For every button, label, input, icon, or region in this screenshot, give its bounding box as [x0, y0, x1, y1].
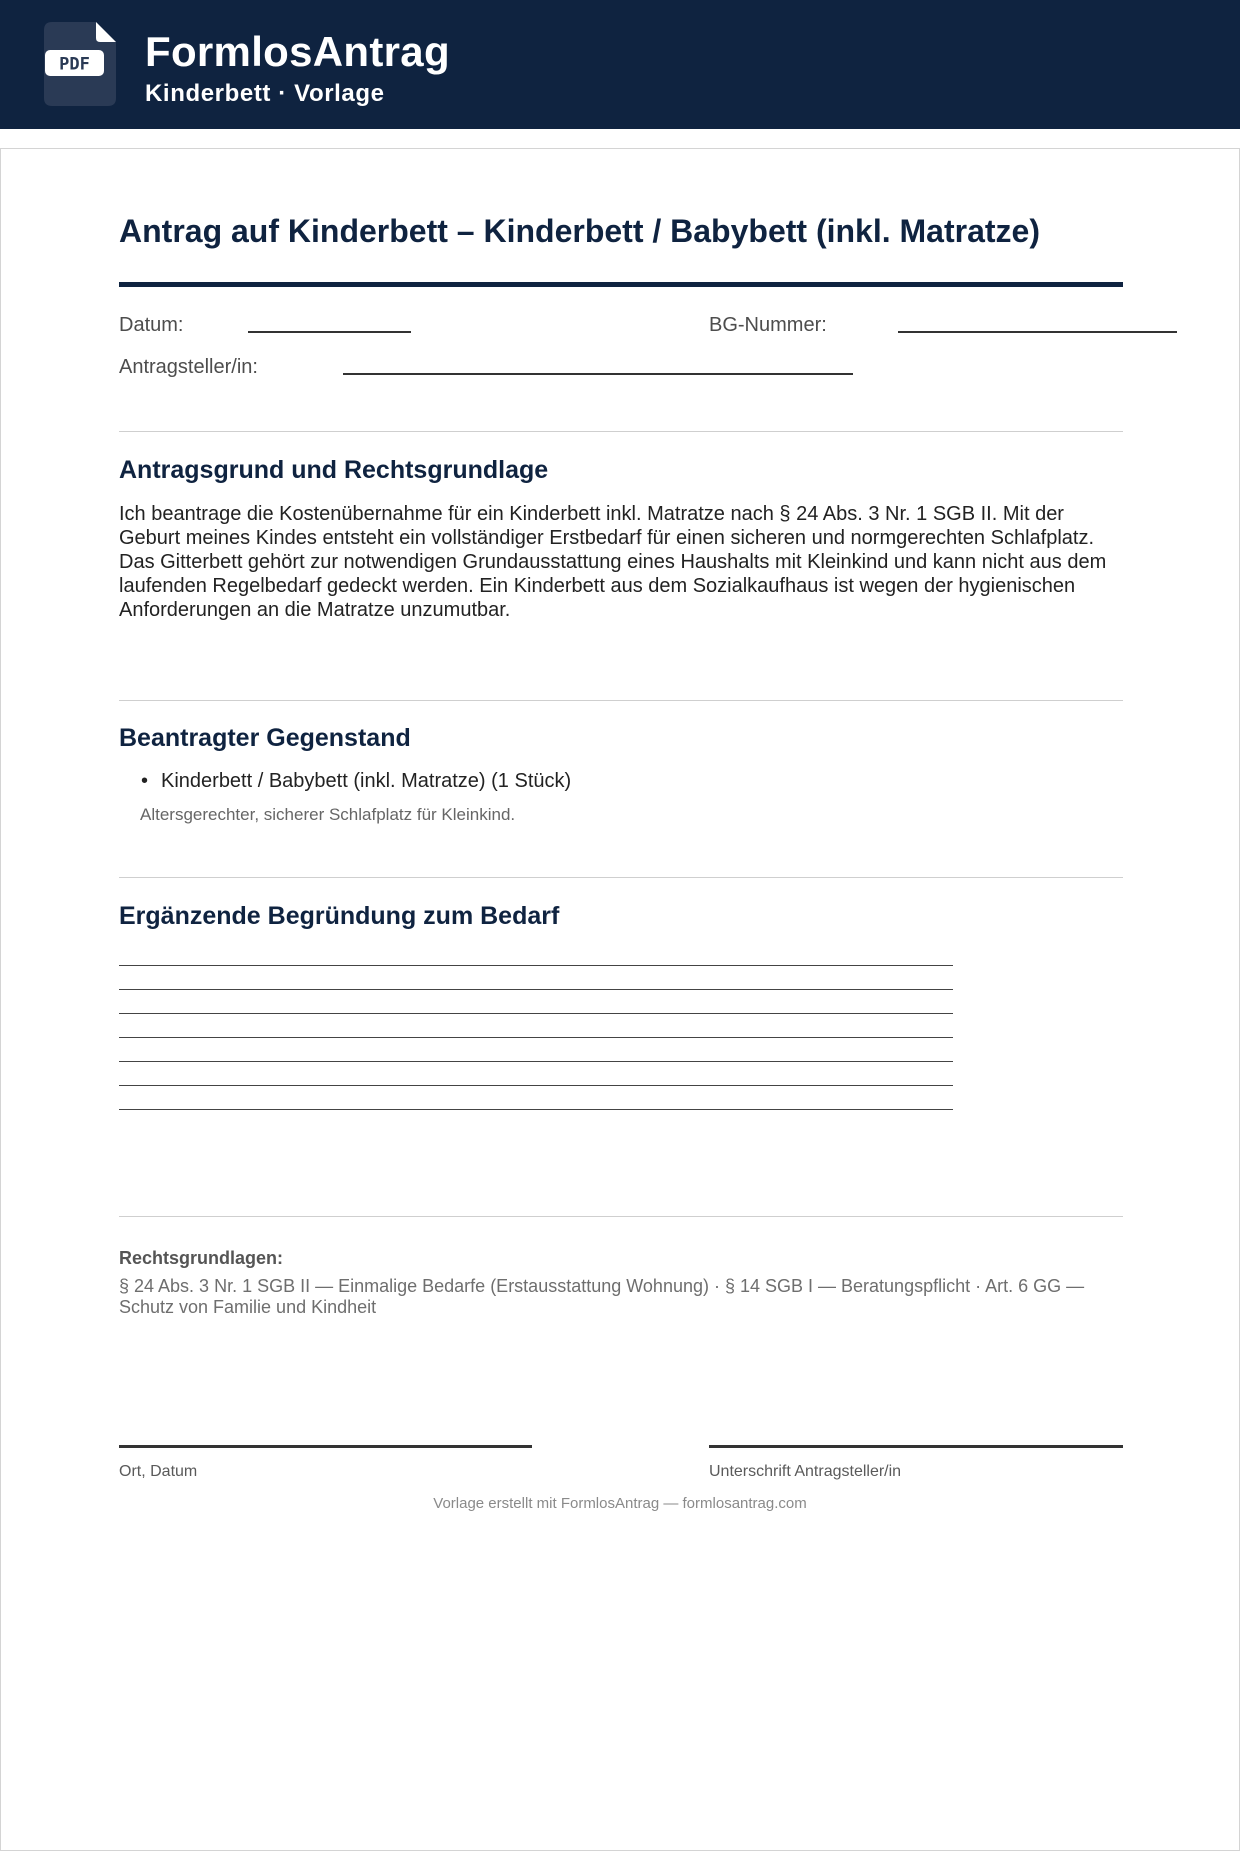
divider	[119, 877, 1123, 878]
applicant-field[interactable]	[343, 373, 853, 375]
applicant-signature-line[interactable]	[709, 1445, 1123, 1448]
bg-number-field[interactable]	[898, 331, 1177, 333]
list-bullet: •	[141, 770, 149, 792]
footer-credit: Vorlage erstellt mit FormlosAntrag — formlosantrag.com	[433, 1495, 807, 1512]
bg-number-label: BG-Nummer:	[709, 314, 827, 336]
datum-label: Datum:	[119, 314, 184, 336]
title-divider	[119, 282, 1123, 287]
legal-text: § 24 Abs. 3 Nr. 1 SGB II — Einmalige Bedarfe (Erstausstattung Wohnung) · § 14 SGB I — Beratungspflicht · Art. 6 GG — Schutz von Familie und Kindheit	[119, 1276, 1085, 1317]
list-item: Kinderbett / Babybett (inkl. Matratze) (1 Stück)	[161, 770, 572, 792]
app-header	[0, 0, 1240, 129]
write-line[interactable]	[119, 1037, 953, 1038]
section-item-heading: Beantragter Gegenstand	[119, 724, 411, 752]
place-date-label: Ort, Datum	[119, 1463, 198, 1480]
write-line[interactable]	[119, 965, 953, 966]
section-justification-heading: Ergänzende Begründung zum Bedarf	[119, 902, 560, 930]
signature-label: Unterschrift Antragsteller/in	[709, 1463, 902, 1480]
section-reason-heading: Antragsgrund und Rechtsgrundlage	[119, 456, 549, 484]
document-title: Antrag auf Kinderbett – Kinderbett / Babybett (inkl. Matratze)	[119, 213, 1040, 249]
write-line[interactable]	[119, 1109, 953, 1110]
place-date-signature-line[interactable]	[119, 1445, 532, 1448]
app-subtitle: Kinderbett · Vorlage	[145, 80, 385, 107]
divider	[119, 700, 1123, 701]
app-title: FormlosAntrag	[145, 28, 450, 75]
write-line[interactable]	[119, 1085, 953, 1086]
pdf-file-icon	[44, 22, 116, 106]
applicant-label: Antragsteller/in:	[119, 356, 258, 378]
divider	[119, 1216, 1123, 1217]
datum-field[interactable]	[248, 331, 411, 333]
pdf-icon-label: PDF	[59, 54, 90, 75]
section-reason-text: Ich beantrage die Kostenübernahme für ein Kinderbett inkl. Matratze nach § 24 Abs. 3 Nr. 1 SGB II. Mit der Geburt meines Kindes entsteht ein vollständiger Erstbedarf für einen sicheren und normgerechten Schlafplatz. Das Gitterbett gehört zur notwendigen Grundausstattung eines Haushalts mit Kleinkind und kann nicht aus dem laufenden Regelbedarf gedeckt werden. Ein Kinderbett aus dem Sozialkaufhaus ist wegen der hygienischen Anforderungen an die Matratze unzumutbar.	[119, 503, 1107, 621]
write-line[interactable]	[119, 1061, 953, 1062]
document-page	[0, 148, 1240, 1851]
legal-heading: Rechtsgrundlagen:	[119, 1248, 284, 1268]
write-line[interactable]	[119, 989, 953, 990]
item-note: Altersgerechter, sicherer Schlafplatz für Kleinkind.	[140, 805, 516, 824]
write-line[interactable]	[119, 1013, 953, 1014]
divider	[119, 431, 1123, 432]
